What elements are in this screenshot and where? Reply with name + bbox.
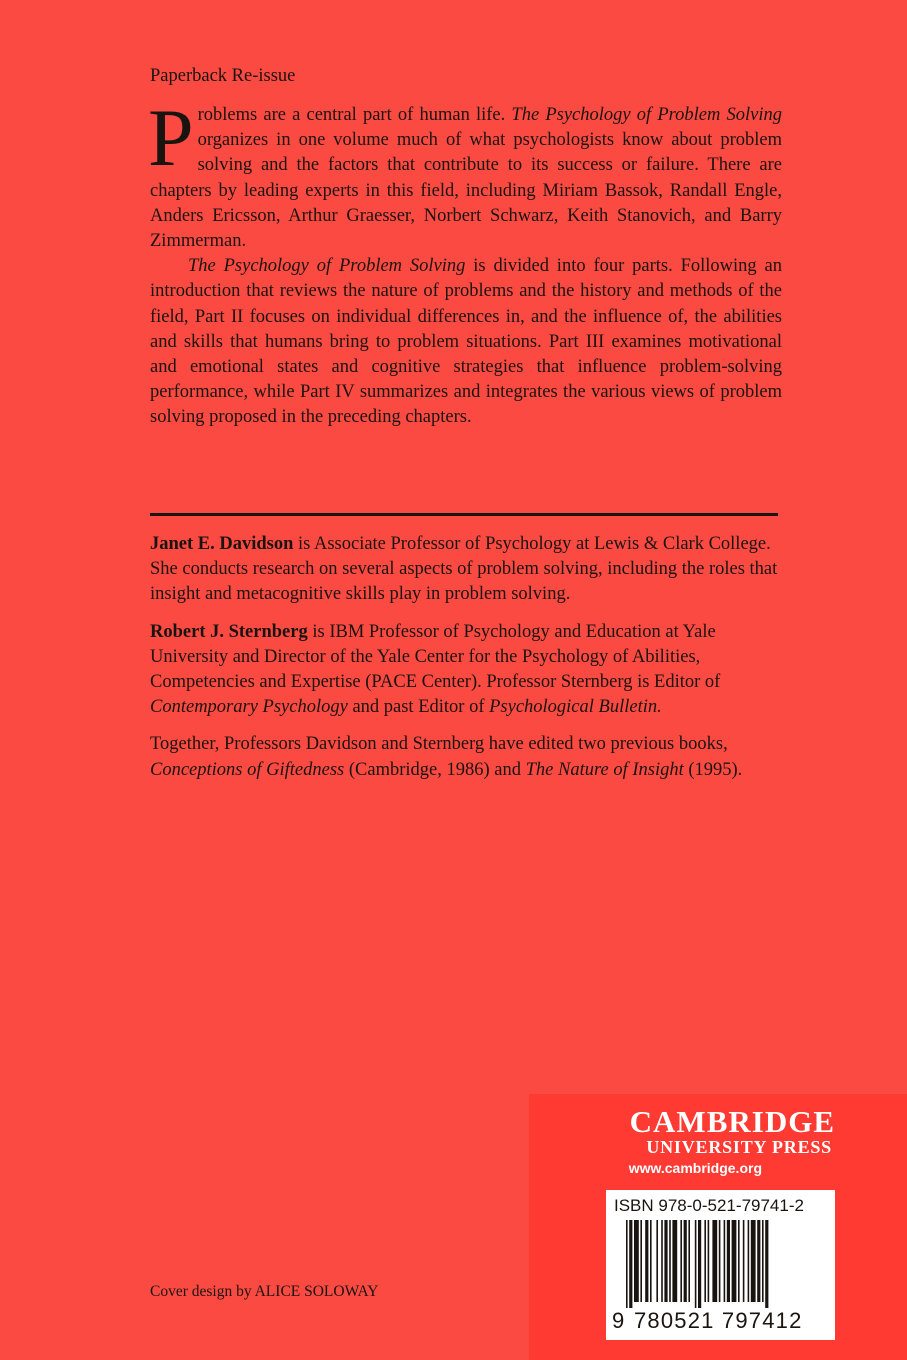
book-title: The Psychology of Problem Solving [188,256,466,277]
isbn-barcode-box: ISBN 978-0-521-79741-2 9 780521 797412 [606,1190,835,1340]
barcode-bar [757,1220,760,1302]
barcode-bar [669,1220,671,1302]
barcode-bar [765,1220,768,1308]
barcode-bar [656,1220,658,1302]
barcode-bar [634,1220,639,1302]
barcode-bar [748,1220,750,1302]
barcode-bar [680,1220,682,1302]
publisher-block [529,1094,907,1360]
barcode-bar [719,1220,721,1302]
section-divider [150,513,778,516]
barcode-bar [695,1220,697,1308]
bio-davidson: Janet E. Davidson is Associate Professor of Psychology at Lewis & Clark College. She conducts research on several aspects of problem solving, including the roles that insight and metacognitive skills play in problem solving. [150,534,778,605]
barcode-bar [629,1220,632,1308]
description-paragraph-2: The Psychology of Problem Solving is divided into four parts. Following an introduction that reviews the nature of problems and the history and methods of the field, Part II focuses on individual differences in, and the influence of, the abilities and skills that humans bring to problem situations. Part III examines motivational and emotional states and cognitive strategies that influence problem-solving performance, while Part IV summarizes and integrates the various views of problem solving proposed in the preceding chapters. [150,256,782,428]
barcode-bar [664,1220,667,1302]
barcode-bar [672,1220,677,1302]
barcode-bar [762,1220,764,1302]
publisher-url: www.cambridge.org [628,1160,762,1176]
barcode-bar [712,1220,717,1302]
cover-design-credit: Cover design by ALICE SOLOWAY [150,1283,379,1300]
isbn-label: ISBN 978-0-521-79741-2 [614,1196,804,1215]
barcode-bar [626,1220,628,1308]
barcode-bar [650,1220,652,1302]
barcode-bar [704,1220,706,1302]
barcode-bar [727,1220,730,1302]
barcode-bar [751,1220,756,1302]
book-title: The Psychology of Problem Solving [511,105,782,125]
author-name: Janet E. Davidson [150,534,294,554]
barcode-bar [688,1220,690,1302]
book-description [148,92,782,431]
barcode-bar [732,1220,737,1302]
barcode-bar [724,1220,726,1302]
barcode-icon [626,1220,816,1308]
barcode-bar [661,1220,663,1302]
drop-cap: P [148,92,194,183]
barcode-bar [698,1220,701,1308]
author-bios [150,532,782,795]
publisher-name: CAMBRIDGE [629,1104,835,1139]
barcode-bar [640,1220,642,1302]
barcode-bar [684,1220,687,1302]
author-name: Robert J. Sternberg [150,621,308,642]
publisher-subtitle: UNIVERSITY PRESS [646,1137,832,1157]
reissue-label: Paperback Re-issue [150,66,296,86]
barcode-bar [738,1220,740,1302]
barcode-bar [743,1220,745,1302]
bio-sternberg: Robert J. Sternberg is IBM Professor of Psychology and Education at Yale University and Director of the Yale Center for the Psychology of Abilities, Competencies and Expertise (PACE Center). Professor Sternberg is Editor of Contemporary Psychology and past Editor of Psychological Bulletin. [150,621,721,718]
bio-together: Together, Professors Davidson and Sternberg have edited two previous books, Conceptions of Giftedness (Cambridge, 1986) and The Nature of Insight (1995). [150,734,743,780]
barcode-bar [708,1220,710,1302]
barcode-bar [645,1220,648,1302]
description-paragraph-1: Problems are a central part of human life. The Psychology of Problem Solving organizes in one volume much of what psychologists know about problem solving and the factors that contribute to its success or failure. There are chapters by leading experts in this field, including Miriam Bassok, Randall Engle, Anders Ericsson, Arthur Graesser, Norbert Schwarz, Keith Stanovich, and Barry Zimmerman. [148,92,782,252]
